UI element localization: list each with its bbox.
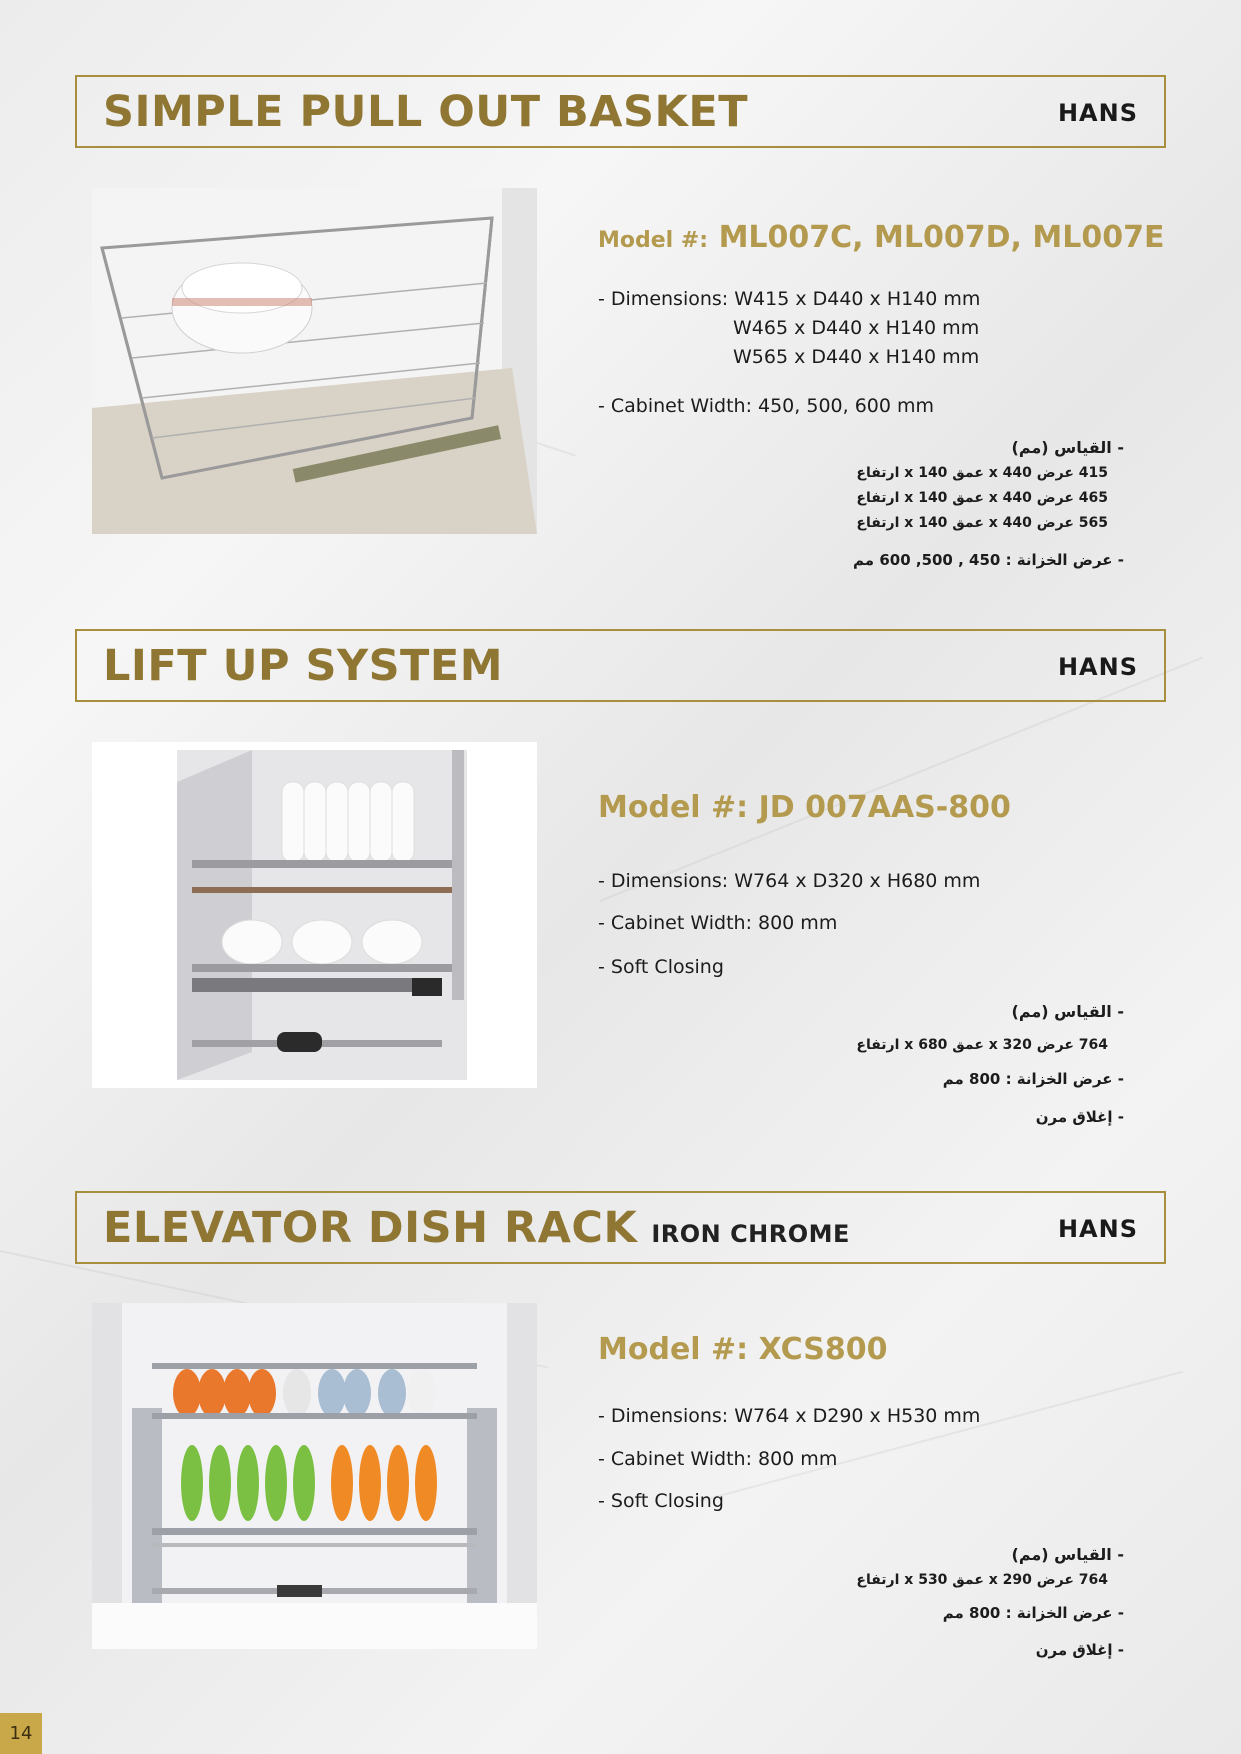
dimensions-extra: W565 x D440 x H140 mm — [733, 346, 980, 368]
model-number — [598, 1332, 887, 1367]
model-prefix: Model #: — [598, 1332, 749, 1367]
brand-logo: HANS — [1057, 99, 1138, 127]
section-header — [75, 1191, 1166, 1264]
dimensions-text: - Dimensions: W764 x D290 x H530 mm — [598, 1405, 981, 1427]
ar-size-row: 415 عرض x 440 عمق x 140 ارتفاع — [856, 465, 1108, 481]
soft-closing-text: - Soft Closing — [598, 956, 724, 978]
lift-up-illustration — [92, 742, 537, 1088]
ar-size-heading: - القياس (مم) — [1011, 1002, 1124, 1021]
model-prefix: Model #: — [598, 228, 709, 253]
model-value: ML007C, ML007D, ML007E — [718, 220, 1165, 255]
ar-cabinet-width: - عرض الخزانة : 800 مم — [942, 1604, 1124, 1622]
ar-size-heading: - القياس (مم) — [1011, 1545, 1124, 1564]
ar-cabinet-width: - عرض الخزانة : 800 مم — [942, 1070, 1124, 1088]
ar-size-row: 764 عرض x 320 عمق x 680 ارتفاع — [856, 1037, 1108, 1053]
page-number: 14 — [0, 1713, 42, 1754]
model-value: JD 007AAS-800 — [758, 790, 1011, 825]
product-photo-elevator-dish-rack — [92, 1303, 537, 1649]
product-photo-lift-up-system — [92, 742, 537, 1088]
section-title-main: ELEVATOR DISH RACK — [103, 1203, 638, 1253]
ar-size-row: 764 عرض x 290 عمق x 530 ارتفاع — [856, 1572, 1108, 1588]
product-photo-pull-out-basket — [92, 188, 537, 534]
dimensions-text: - Dimensions: W415 x D440 x H140 mm — [598, 288, 981, 310]
dimensions-text: - Dimensions: W764 x D320 x H680 mm — [598, 870, 981, 892]
section-header — [75, 629, 1166, 702]
model-prefix: Model #: — [598, 790, 749, 825]
cabinet-width-text: - Cabinet Width: 800 mm — [598, 1448, 838, 1470]
section-subtitle: IRON CHROME — [651, 1220, 850, 1248]
cabinet-width-text: - Cabinet Width: 800 mm — [598, 912, 838, 934]
ar-size-row: 465 عرض x 440 عمق x 140 ارتفاع — [856, 490, 1108, 506]
marble-vein — [700, 1371, 1183, 1502]
cabinet-width-text: - Cabinet Width: 450, 500, 600 mm — [598, 395, 935, 417]
section-header — [75, 75, 1166, 148]
soft-closing-text: - Soft Closing — [598, 1490, 724, 1512]
ar-size-heading: - القياس (مم) — [1011, 438, 1124, 457]
ar-soft-closing: - إغلاق مرن — [1035, 1108, 1124, 1126]
ar-cabinet-width: - عرض الخزانة : 450 , 500, 600 مم — [853, 551, 1124, 569]
brand-logo: HANS — [1057, 653, 1138, 681]
ar-soft-closing: - إغلاق مرن — [1035, 1641, 1124, 1659]
ar-size-row: 565 عرض x 440 عمق x 140 ارتفاع — [856, 515, 1108, 531]
dimensions-extra: W465 x D440 x H140 mm — [733, 317, 980, 339]
basket-illustration — [92, 188, 537, 534]
section-title — [103, 1203, 850, 1253]
model-number — [598, 790, 1011, 825]
model-value: XCS800 — [758, 1332, 888, 1367]
dish-rack-illustration — [92, 1303, 537, 1649]
model-number — [598, 220, 1164, 255]
section-title: LIFT UP SYSTEM — [103, 641, 504, 691]
section-title: SIMPLE PULL OUT BASKET — [103, 87, 749, 137]
brand-logo: HANS — [1057, 1215, 1138, 1243]
